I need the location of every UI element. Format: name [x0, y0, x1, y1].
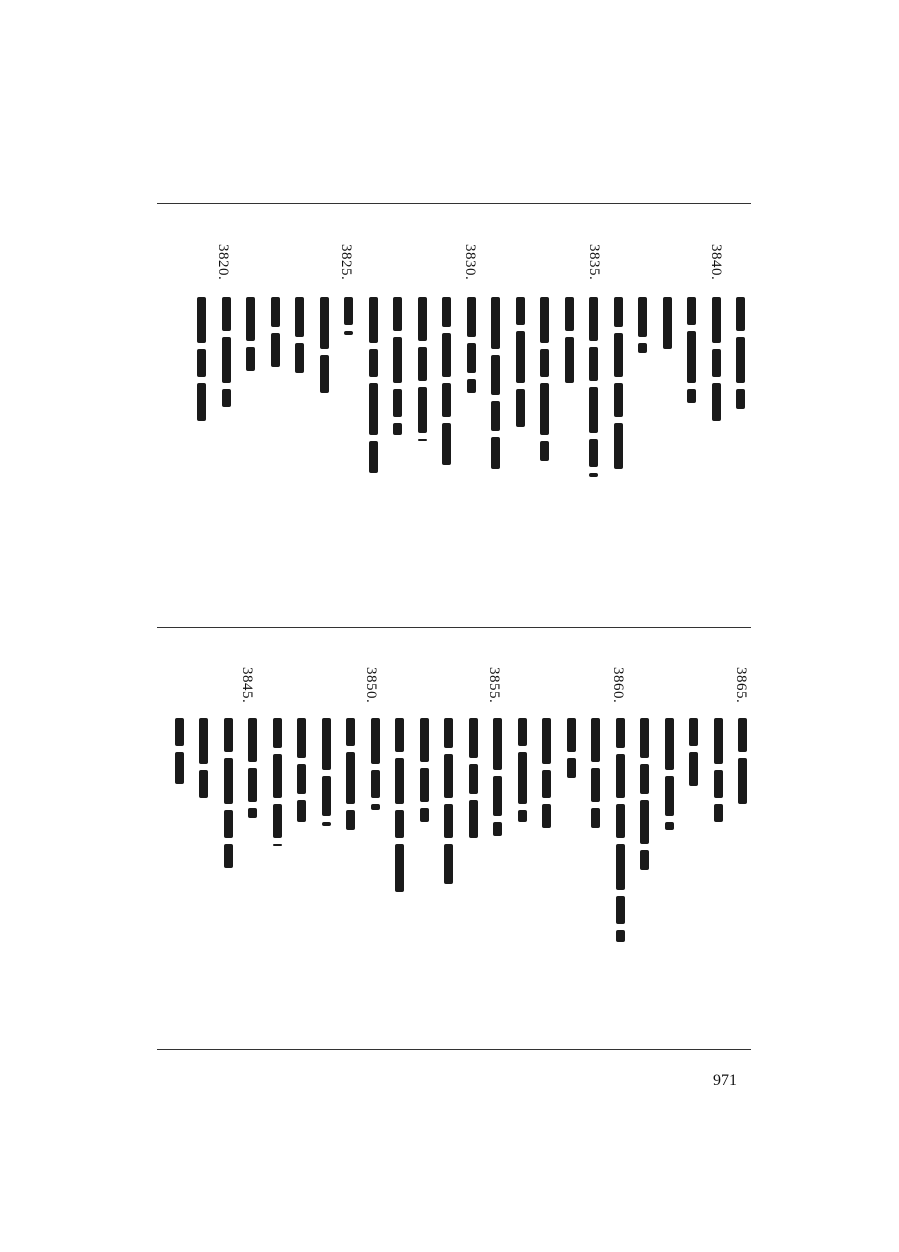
script-word	[442, 423, 451, 465]
script-word	[591, 808, 600, 828]
script-word	[638, 343, 647, 353]
script-word	[418, 347, 427, 381]
page-number: 971	[713, 1072, 737, 1089]
script-word	[320, 355, 329, 393]
script-word	[371, 718, 380, 764]
top-script-line	[441, 297, 451, 471]
script-word	[516, 331, 525, 383]
bottom-script-line	[223, 718, 233, 874]
script-word	[491, 297, 500, 349]
script-word	[493, 822, 502, 836]
bottom-script-line	[639, 718, 649, 876]
script-word	[248, 718, 257, 762]
script-word	[665, 776, 674, 816]
bottom-script-line	[370, 718, 380, 816]
script-word	[467, 343, 476, 373]
top-script-line	[662, 297, 672, 355]
bottom-script-line	[468, 718, 478, 844]
script-word	[714, 718, 723, 764]
script-word	[346, 752, 355, 804]
script-word	[369, 349, 378, 377]
bottom-script-line	[688, 718, 698, 792]
script-word	[540, 441, 549, 461]
script-word	[493, 718, 502, 770]
script-word	[467, 379, 476, 393]
script-word	[295, 343, 304, 373]
top-script-line	[613, 297, 623, 475]
script-word	[493, 776, 502, 816]
top-script-line	[539, 297, 549, 467]
script-word	[393, 389, 402, 417]
script-word	[297, 718, 306, 758]
script-word	[224, 718, 233, 752]
script-word	[591, 718, 600, 762]
script-word	[467, 297, 476, 337]
bottom-script-line	[590, 718, 600, 834]
script-word	[420, 718, 429, 762]
top-script-line	[490, 297, 500, 475]
script-word	[444, 844, 453, 884]
script-word	[640, 764, 649, 794]
script-word	[518, 718, 527, 746]
script-word	[418, 387, 427, 433]
script-word	[738, 718, 747, 752]
script-word	[273, 754, 282, 798]
bottom-script-line	[321, 718, 331, 832]
bottom-script-line	[394, 718, 404, 898]
script-word	[518, 810, 527, 822]
bottom-script-line	[247, 718, 257, 824]
top-script-line	[417, 297, 427, 447]
script-word	[444, 718, 453, 748]
script-word	[589, 439, 598, 467]
script-word	[614, 383, 623, 417]
script-word	[516, 389, 525, 427]
script-word	[689, 752, 698, 786]
script-word	[444, 754, 453, 798]
script-word	[320, 297, 329, 349]
script-word	[542, 718, 551, 764]
bottom-script-line	[492, 718, 502, 842]
line-number-3865: 3865.	[733, 667, 749, 704]
script-word	[516, 297, 525, 325]
script-word	[663, 297, 672, 349]
top-script-line	[637, 297, 647, 359]
script-word	[418, 439, 427, 441]
script-word	[736, 389, 745, 409]
script-word	[224, 844, 233, 868]
script-word	[369, 441, 378, 473]
line-number-3855: 3855.	[486, 667, 502, 704]
script-word	[689, 718, 698, 746]
bottom-script-line	[713, 718, 723, 828]
script-word	[420, 808, 429, 822]
script-word	[246, 297, 255, 341]
script-word	[418, 297, 427, 341]
script-word	[271, 333, 280, 367]
script-word	[565, 297, 574, 331]
script-word	[297, 800, 306, 822]
script-word	[295, 297, 304, 337]
script-word	[542, 804, 551, 828]
script-word	[346, 810, 355, 830]
script-word	[712, 383, 721, 421]
script-word	[565, 337, 574, 383]
script-word	[614, 297, 623, 327]
script-word	[469, 800, 478, 838]
script-word	[371, 770, 380, 798]
script-word	[322, 822, 331, 826]
top-script-line	[515, 297, 525, 433]
script-word	[371, 804, 380, 810]
script-word	[222, 389, 231, 407]
script-word	[540, 383, 549, 435]
line-number-3840: 3840.	[708, 244, 724, 281]
line-number-3845: 3845.	[239, 667, 255, 704]
script-word	[442, 383, 451, 417]
script-word	[322, 718, 331, 770]
rule-top	[157, 203, 751, 204]
script-word	[614, 333, 623, 377]
top-script-line	[392, 297, 402, 441]
script-word	[589, 297, 598, 341]
script-word	[518, 752, 527, 804]
bottom-script-line	[664, 718, 674, 836]
line-number-3850: 3850.	[363, 667, 379, 704]
script-word	[420, 768, 429, 802]
script-word	[616, 804, 625, 838]
script-word	[738, 758, 747, 804]
script-word	[395, 810, 404, 838]
script-word	[687, 331, 696, 383]
script-word	[616, 896, 625, 924]
script-word	[297, 764, 306, 794]
line-number-3860: 3860.	[610, 667, 626, 704]
script-word	[199, 718, 208, 764]
script-word	[567, 758, 576, 778]
bottom-script-line	[198, 718, 208, 804]
script-word	[344, 331, 353, 335]
top-script-line	[588, 297, 598, 483]
top-script-line	[735, 297, 745, 415]
bottom-script-line	[517, 718, 527, 828]
script-word	[346, 718, 355, 746]
script-word	[248, 808, 257, 818]
script-word	[640, 850, 649, 870]
bottom-script-line	[615, 718, 625, 948]
rule-middle	[157, 627, 751, 628]
script-word	[640, 718, 649, 758]
script-word	[614, 423, 623, 469]
script-word	[540, 297, 549, 343]
script-word	[589, 347, 598, 381]
script-word	[224, 810, 233, 838]
script-word	[393, 297, 402, 331]
script-word	[712, 297, 721, 343]
script-word	[395, 718, 404, 752]
top-script-line	[196, 297, 206, 427]
script-word	[322, 776, 331, 816]
script-word	[248, 768, 257, 802]
script-word	[589, 473, 598, 477]
script-word	[687, 389, 696, 403]
script-word	[224, 758, 233, 804]
script-word	[712, 349, 721, 377]
bottom-script-line	[296, 718, 306, 828]
line-number-3820: 3820.	[215, 244, 231, 281]
script-word	[442, 297, 451, 327]
script-word	[197, 383, 206, 421]
script-word	[197, 297, 206, 343]
script-word	[714, 804, 723, 822]
top-script-line	[466, 297, 476, 399]
top-script-line	[245, 297, 255, 377]
script-word	[736, 297, 745, 331]
script-word	[273, 718, 282, 748]
top-script-line	[686, 297, 696, 409]
script-word	[197, 349, 206, 377]
top-script-line	[711, 297, 721, 427]
script-word	[714, 770, 723, 798]
top-script-line	[270, 297, 280, 373]
top-script-line	[343, 297, 353, 341]
script-word	[542, 770, 551, 798]
script-word	[273, 844, 282, 846]
script-word	[665, 822, 674, 830]
top-script-line	[221, 297, 231, 413]
line-number-3825: 3825.	[338, 244, 354, 281]
script-word	[540, 349, 549, 377]
script-word	[369, 297, 378, 343]
script-word	[638, 297, 647, 337]
script-word	[199, 770, 208, 798]
bottom-script-line	[272, 718, 282, 852]
script-word	[369, 383, 378, 435]
script-word	[469, 764, 478, 794]
script-word	[687, 297, 696, 325]
script-word	[491, 355, 500, 395]
bottom-script-line	[541, 718, 551, 834]
script-word	[393, 423, 402, 435]
script-word	[616, 844, 625, 890]
script-word	[616, 754, 625, 798]
bottom-script-line	[345, 718, 355, 836]
script-word	[640, 800, 649, 844]
line-number-3830: 3830.	[462, 244, 478, 281]
bottom-script-line	[566, 718, 576, 784]
line-number-3835: 3835.	[586, 244, 602, 281]
script-word	[736, 337, 745, 383]
bottom-script-line	[419, 718, 429, 828]
script-word	[222, 337, 231, 383]
script-word	[616, 718, 625, 748]
script-word	[395, 758, 404, 804]
script-word	[222, 297, 231, 331]
top-script-line	[564, 297, 574, 389]
bottom-script-line	[174, 718, 184, 790]
top-script-line	[368, 297, 378, 479]
script-word	[665, 718, 674, 770]
bottom-script-line	[737, 718, 747, 810]
rule-bottom	[157, 1049, 751, 1050]
script-word	[344, 297, 353, 325]
script-word	[442, 333, 451, 377]
script-word	[591, 768, 600, 802]
script-word	[469, 718, 478, 758]
script-word	[444, 804, 453, 838]
script-word	[616, 930, 625, 942]
script-word	[273, 804, 282, 838]
script-word	[491, 401, 500, 431]
script-word	[175, 752, 184, 784]
script-word	[491, 437, 500, 469]
script-word	[395, 844, 404, 892]
script-word	[393, 337, 402, 383]
script-word	[567, 718, 576, 752]
top-script-line	[319, 297, 329, 399]
top-script-line	[294, 297, 304, 379]
script-word	[175, 718, 184, 746]
bottom-script-line	[443, 718, 453, 890]
script-word	[246, 347, 255, 371]
script-word	[589, 387, 598, 433]
script-word	[271, 297, 280, 327]
